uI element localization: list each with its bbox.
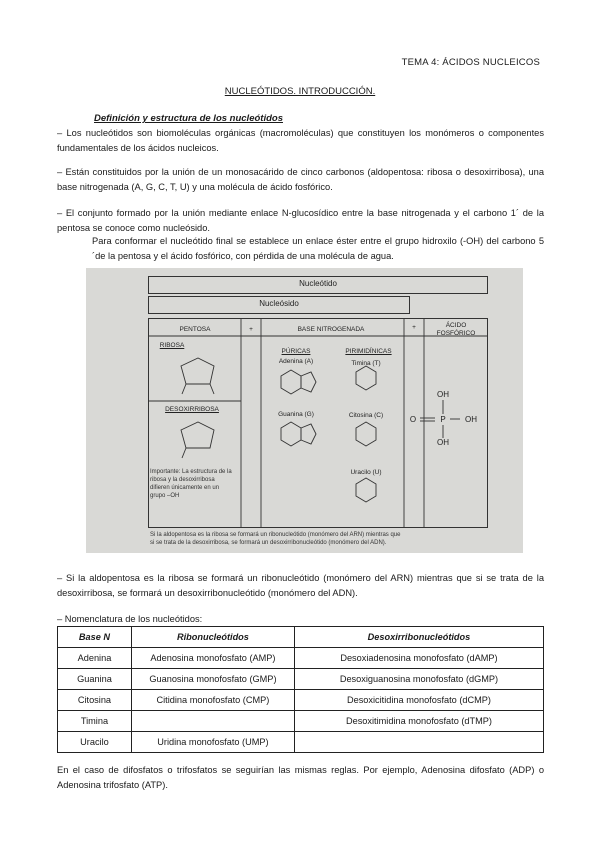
cell-base: Adenina [58,648,132,669]
cell-base: Guanina [58,669,132,690]
page-title: NUCLEÓTIDOS. INTRODUCCIÓN. [224,86,376,97]
plus-sign-1: + [249,326,253,333]
header-ribo: Ribonucleótidos [131,627,294,648]
cell-desoxi [294,732,543,753]
o-double: O [409,415,417,424]
table-row [58,690,544,711]
figure-caption-line2: si se trata de la desoxirribosa, se formará un desoxirribonucleótido (monómero del ADN). [150,540,387,546]
cell-ribo: Guanosina monofosfato (GMP) [131,669,294,690]
cell-ribo: Uridina monofosfato (UMP) [131,732,294,753]
pirimidinicas-label: PIRIMIDÍNICAS [345,348,392,355]
table-row [58,732,544,753]
paragraph-components: – Están constituidos por la unión de un monosacárido de cinco carbonos (aldopentosa: ribosa o desoxirribosa), una base nitrogenada (A, G, C, T, U) y una molécula de ácido fosfórico. [57,167,544,192]
nucleotido-label: Nucleótido [299,279,337,288]
nucleotide-structure-figure [86,268,523,553]
table-row [58,669,544,690]
puricas-label: PÚRICAS [281,348,311,355]
table-row [58,711,544,732]
ribose-note: Importante: La estructura de la ribosa y la desoxirribosa difieren únicamente en un grupo –OH [150,469,232,499]
table-row [58,648,544,669]
cell-base: Citosina [58,690,132,711]
base-header: BASE NITROGENADA [297,326,365,333]
cell-desoxi: Desoxiadenosina monofosfato (dAMP) [294,648,543,669]
section-subtitle: Definición y estructura de los nucleótidos [94,113,283,124]
header-base: Base N [58,627,132,648]
uracilo-label: Uracilo (U) [350,469,382,476]
paragraph-di-trifosfatos: En el caso de difosfatos o trifosfatos se seguirían las mismas reglas. Por ejemplo, Adenosina difosfato (ADP) o Adenosina trifosfato (ATP). [57,765,544,790]
molecule-drawings [86,268,523,553]
nomenclature-table [57,626,544,753]
figure-caption-line1: Si la aldopentosa es la ribosa se formará un ribonucleótido (monómero del ARN) mientras que [150,532,401,538]
cell-desoxi: Desoxiguanosina monofosfato (dGMP) [294,669,543,690]
table-header-row [58,627,544,648]
cell-ribo: Adenosina monofosfato (AMP) [131,648,294,669]
guanina-label: Guanina (G) [278,411,314,418]
header-desoxi: Desoxirribonucleótidos [294,627,543,648]
nucleosido-label: Nucleósido [259,299,299,308]
cell-ribo [131,711,294,732]
cell-base: Timina [58,711,132,732]
oh-top: OH [437,390,449,399]
paragraph-definition: – Los nucleótidos son biomoléculas orgánicas (macromoléculas) que constituyen los monómeros o componentes fundamentales de los ácidos nucleicos. [57,128,544,153]
p-atom: P [440,415,446,424]
plus-sign-2: + [412,324,416,331]
paragraph-nucleoside: – El conjunto formado por la unión mediante enlace N-glucosídico entre la base nitrogenada y el carbono 1´ de la pentosa se conoce como nucleósido. [57,208,544,233]
acido-header: ÁCIDO FOSFÓRICO [436,322,476,337]
cell-base: Uracilo [58,732,132,753]
paragraph-ribo-vs-deoxy: – Si la aldopentosa es la ribosa se formará un ribonucleótido (monómero del ARN) mientras que si se trata de la desoxirribosa, se formará un desoxirribonucleótido (monómero del ADN). [57,573,544,598]
citosina-label: Citosina (C) [348,412,384,419]
adenina-label: Adenina (A) [278,358,314,365]
paragraph-ester-bond: Para conformar el nucleótido final se establece un enlace éster entre el grupo hidroxilo (-OH) del carbono 5´de la pentosa y el ácido fosfórico, con pérdida de una molécula de agua. [92,236,544,261]
pentosa-header: PENTOSA [179,326,211,333]
oh-bottom: OH [437,438,449,447]
timina-label: Timina (T) [351,360,381,367]
desoxirribosa-label: DESOXIRRIBOSA [165,406,219,413]
document-header: TEMA 4: ÁCIDOS NUCLEICOS [401,57,540,68]
cell-ribo: Citidina monofosfato (CMP) [131,690,294,711]
cell-desoxi: Desoxitimidina monofosfato (dTMP) [294,711,543,732]
cell-desoxi: Desoxicitidina monofosfato (dCMP) [294,690,543,711]
nomenclature-title: – Nomenclatura de los nucleótidos: [57,614,203,624]
ribosa-label: RIBOSA [159,342,185,349]
oh-right: OH [465,415,477,424]
